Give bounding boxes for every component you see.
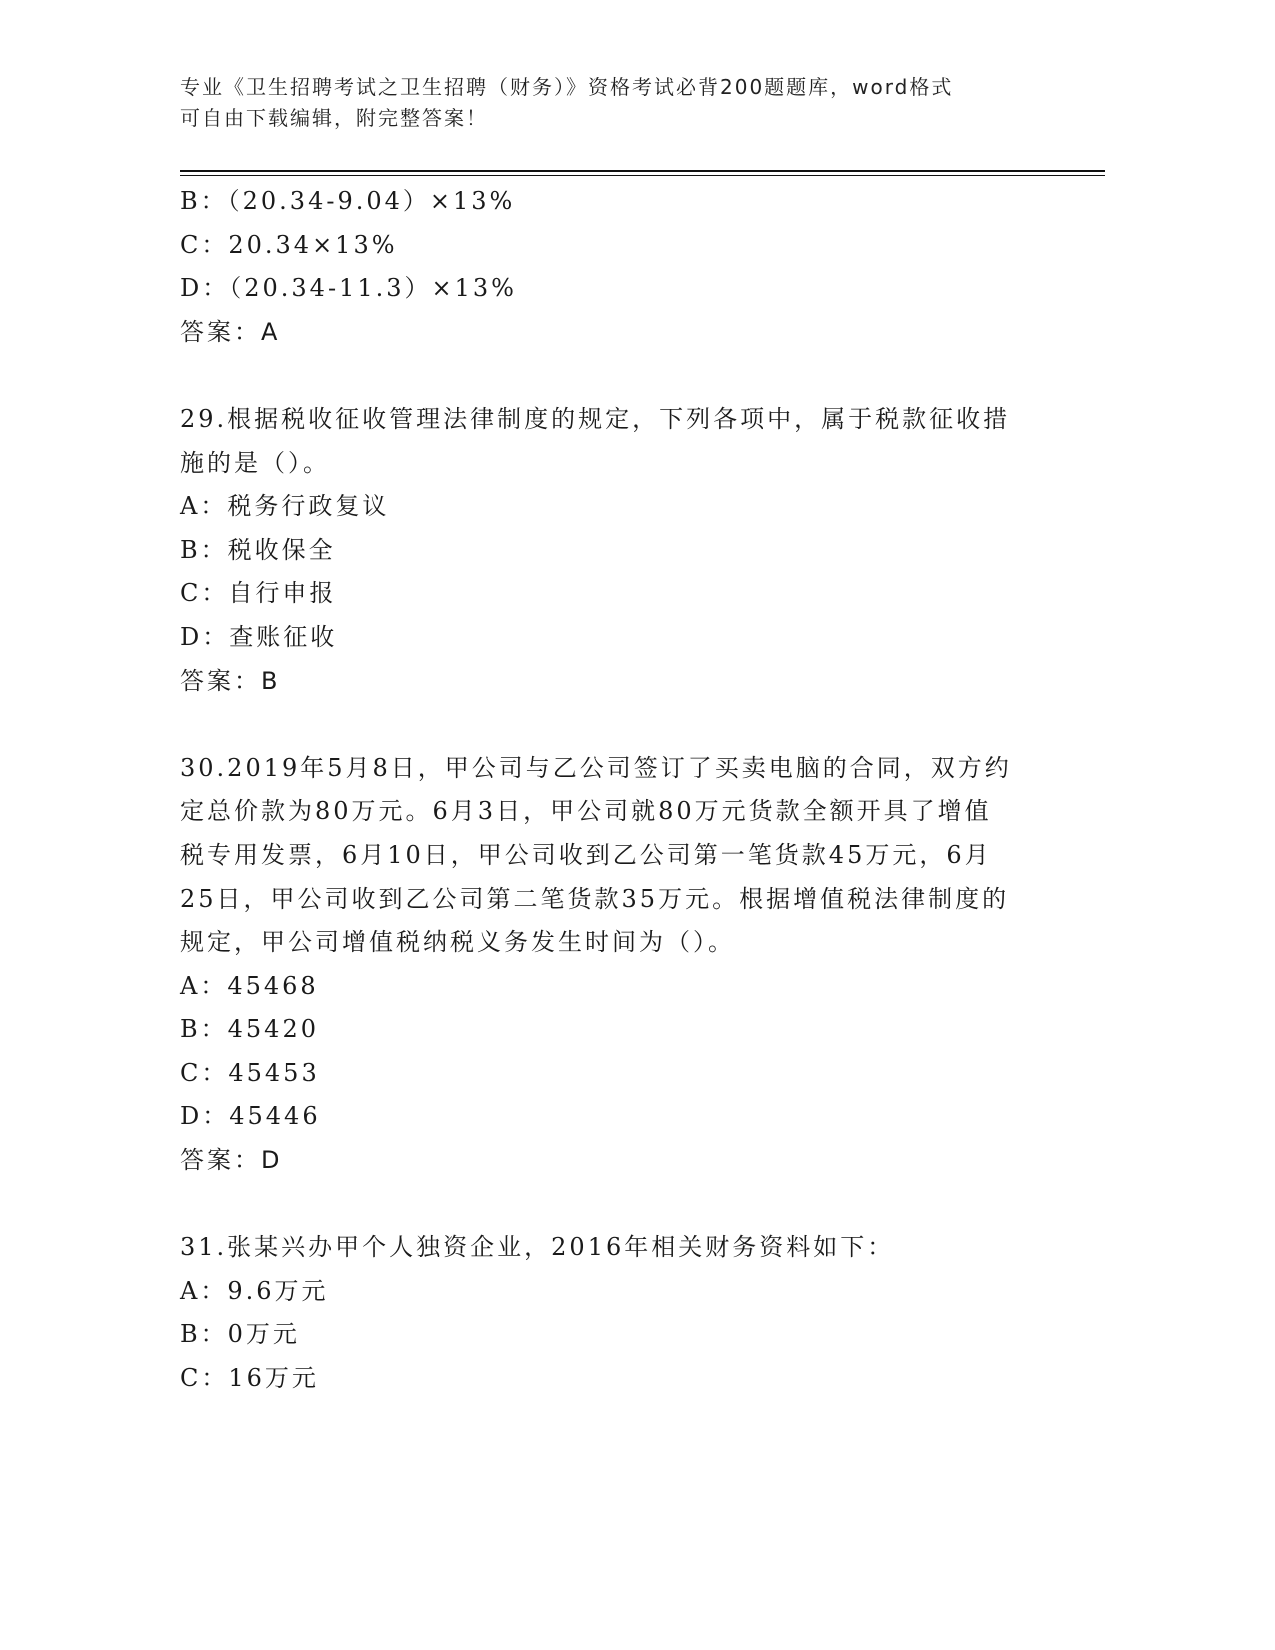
question-29 [180,398,1080,703]
question-text: 税专用发票，6月10日，甲公司收到乙公司第一笔货款45万元，6月 [180,840,992,869]
question-text: 30.2019年5月8日，甲公司与乙公司签订了买卖电脑的合同，双方约 [180,753,1012,782]
option-b: B：0万元 [180,1320,300,1349]
option-c: C：自行申报 [180,579,337,608]
question-text: 规定，甲公司增值税纳税义务发生时间为（）。 [180,928,735,957]
option-c: C：16万元 [180,1364,319,1393]
option-c: C：45453 [180,1058,320,1087]
option-a: A：9.6万元 [180,1276,329,1305]
option-b: B：（20.34-9.04）×13% [180,187,516,215]
question-text: 31.张某兴办甲个人独资企业，2016年相关财务资料如下： [180,1233,895,1262]
option-b: B：税收保全 [180,535,336,564]
question-text: 25日，甲公司收到乙公司第二笔货款35万元。根据增值税法律制度的 [180,884,1010,913]
question-30 [180,747,1080,1183]
header-rule-bottom [180,175,1105,176]
question-text: 29.根据税收征收管理法律制度的规定，下列各项中，属于税款征收措 [180,404,1011,433]
question-31 [180,1226,1080,1400]
option-d: D：查账征收 [180,622,338,651]
option-b: B：45420 [180,1015,319,1044]
option-a: A：税务行政复议 [180,492,390,521]
header-line-1: 专业《卫生招聘考试之卫生招聘（财务）》资格考试必背200题题库，word格式 [180,75,954,99]
question-text: 定总价款为80万元。6月3日，甲公司就80万元货款全额开具了增值 [180,797,992,826]
answer: 答案：A [180,317,281,346]
option-d: D：45446 [180,1102,321,1131]
document-body [180,180,1080,1401]
document-header [180,72,1080,134]
option-a: A：45468 [180,971,319,1000]
option-c: C：20.34×13% [180,230,398,259]
header-rule-top [180,170,1105,172]
question-text: 施的是（）。 [180,448,330,477]
answer: 答案：D [180,1146,283,1175]
option-d: D：（20.34-11.3）×13% [180,274,517,303]
question-28 [180,180,1080,354]
answer: 答案：B [180,666,281,695]
header-line-2: 可自由下载编辑，附完整答案！ [180,106,488,130]
